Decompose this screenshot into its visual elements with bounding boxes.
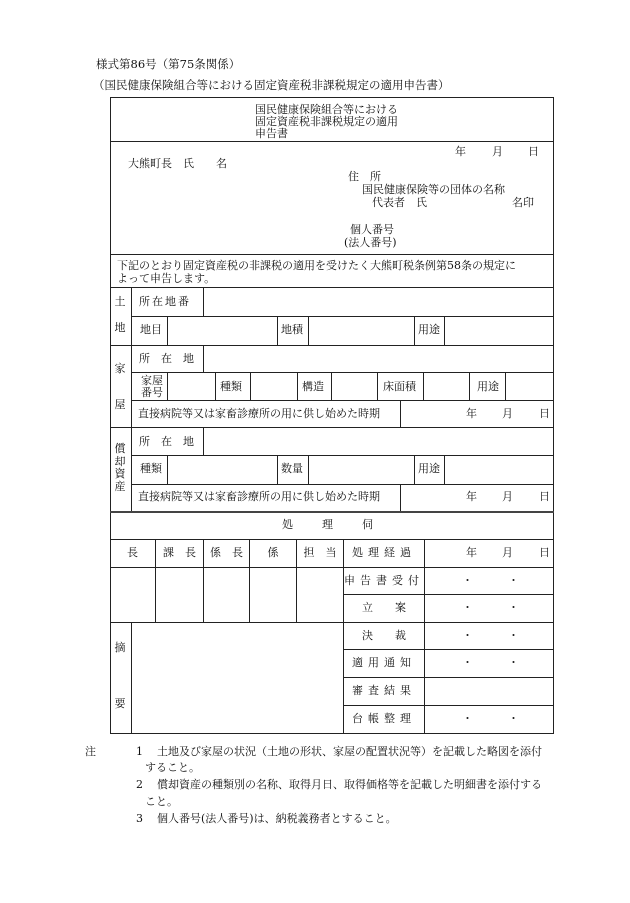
address-label: 住 所	[348, 170, 381, 183]
asset-month-label: 月	[502, 490, 513, 503]
form-subtitle: （国民健康保険組合等における固定資産税非課税規定の適用申告書）	[93, 78, 450, 92]
personal-number-label: 個人番号	[350, 223, 394, 236]
date-day-label: 日	[528, 145, 539, 158]
house-structure-label: 構造	[302, 380, 324, 393]
asset-kind-label: 種類	[140, 462, 162, 475]
asset-start-period-label: 直接病院等又は家畜診療所の用に供し始めた時期	[138, 490, 380, 503]
house-floor-area-label: 床面積	[383, 380, 416, 393]
representative-name-label: 代表者 氏	[372, 196, 427, 209]
land-chimoku-label: 地目	[140, 323, 162, 336]
role-subsection-chief: 係 長	[210, 546, 243, 559]
house-year-label: 年	[466, 407, 477, 420]
house-month-label: 月	[502, 407, 513, 420]
process-year-label: 年	[466, 546, 477, 559]
step-approval-dot-1: ・	[462, 629, 473, 642]
form-title-line-3: 申告書	[255, 127, 288, 140]
date-month-label: 月	[492, 145, 503, 158]
note-3-line-1: 個人番号(法人番号)は、納税義務者とすること。	[157, 812, 397, 825]
step-notice-dot-1: ・	[462, 656, 473, 669]
role-section-chief: 課 長	[163, 546, 196, 559]
house-start-period-label: 直接病院等又は家畜診療所の用に供し始めた時期	[138, 407, 380, 420]
asset-section-char-4: 産	[114, 479, 126, 493]
step-drafting: 立 案	[362, 601, 406, 614]
step-receipt-dot-2: ・	[508, 574, 519, 587]
step-drafting-dot-1: ・	[462, 601, 473, 614]
land-area-label: 地積	[281, 323, 303, 336]
organization-name-label: 国民健康保険等の団体の名称	[362, 183, 505, 196]
house-section-label-1: 家	[114, 362, 126, 375]
house-kind-label: 種類	[220, 380, 242, 393]
note-1-line-1: 土地及び家屋の状況（土地の形状、家屋の配置状況等）を記載した略図を添付	[157, 745, 542, 758]
date-year-label: 年	[455, 145, 466, 158]
addressee: 大熊町長 氏 名	[128, 157, 227, 170]
form-title-line-1: 国民健康保険組合等における	[255, 103, 398, 116]
house-section-label-2: 屋	[114, 398, 126, 411]
house-number-label-1: 家屋	[141, 374, 163, 387]
asset-location-label: 所 在 地	[139, 435, 194, 448]
asset-section-char-1: 償	[114, 442, 126, 455]
step-notice: 適用通知	[352, 656, 416, 669]
house-location-label: 所 在 地	[139, 352, 194, 365]
land-location-label: 所在地番	[139, 295, 191, 308]
asset-quantity-label: 数量	[281, 462, 303, 475]
step-approval-dot-2: ・	[508, 629, 519, 642]
seal-mark: 名印	[512, 196, 534, 209]
process-month-label: 月	[502, 546, 513, 559]
step-receipt: 申告書受付	[344, 574, 424, 587]
remarks-label-2: 要	[114, 697, 126, 710]
form-number: 様式第86号（第75条関係）	[96, 57, 241, 71]
house-use-label: 用途	[477, 380, 499, 393]
note-1-number: 1	[136, 745, 143, 758]
remarks-label-1: 摘	[114, 641, 126, 654]
asset-day-label: 日	[539, 490, 550, 503]
step-review: 審査結果	[352, 684, 416, 697]
asset-year-label: 年	[466, 490, 477, 503]
note-1-line-2: すること。	[145, 761, 200, 774]
form-title-line-2: 固定資産税非課税規定の適用	[255, 115, 398, 128]
step-notice-dot-2: ・	[508, 656, 519, 669]
house-number-label-2: 番号	[141, 386, 163, 399]
step-ledger-dot-2: ・	[508, 712, 519, 725]
step-drafting-dot-2: ・	[508, 601, 519, 614]
asset-section-label	[113, 443, 127, 494]
asset-section-char-3: 資	[114, 467, 126, 481]
land-use-label: 用途	[418, 323, 440, 336]
land-section-label-2: 地	[114, 321, 126, 334]
role-staff: 係	[267, 546, 279, 559]
step-ledger: 台帳整理	[352, 712, 416, 725]
process-day-label: 日	[539, 546, 550, 559]
land-section-label-1: 土	[114, 295, 126, 308]
corporate-number-label: (法人番号)	[344, 236, 397, 249]
house-day-label: 日	[539, 407, 550, 420]
note-2-number: 2	[136, 778, 143, 791]
note-2-line-2: こと。	[145, 795, 178, 808]
step-ledger-dot-1: ・	[462, 712, 473, 725]
asset-use-label: 用途	[418, 462, 440, 475]
step-receipt-dot-1: ・	[462, 574, 473, 587]
processing-header: 処 理 伺	[282, 518, 382, 531]
note-2-line-1: 償却資産の種類別の名称、取得月日、取得価格等を記載した明細書を添付する	[157, 778, 542, 791]
statement-line-2: よって申告します。	[117, 272, 216, 285]
role-chief: 長	[127, 546, 138, 559]
note-3-number: 3	[136, 812, 143, 825]
asset-section-char-2: 却	[114, 454, 126, 468]
statement-line-1: 下記のとおり固定資産税の非課税の適用を受けたく大熊町税条例第58条の規定に	[117, 259, 516, 272]
step-approval: 決 裁	[362, 629, 406, 642]
process-header: 処理経過	[352, 546, 416, 559]
notes-label: 注	[85, 745, 96, 758]
role-in-charge: 担 当	[303, 546, 337, 559]
